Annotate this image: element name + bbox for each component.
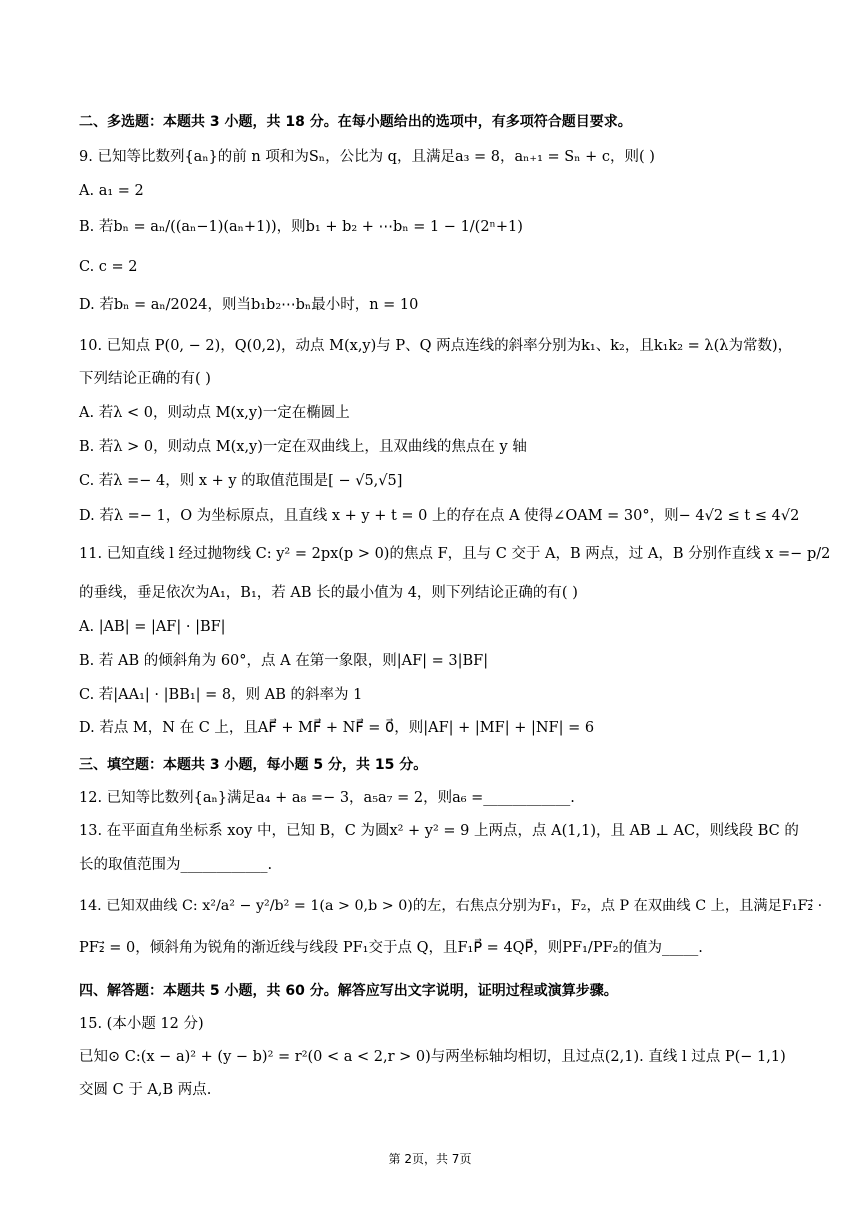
question-11-option-d: D. 若点 M，N 在 C 上，且AF⃗ + MF⃗ + NF⃗ = 0⃗，则|AF| + |MF| + |NF| = 6 bbox=[79, 720, 595, 736]
question-12: 12. 已知等比数列{aₙ}满足a₄ + a₈ =− 3，a₅a₇ = 2，则a₆ =____________. bbox=[79, 790, 575, 806]
question-13-line1: 13. 在平面直角坐标系 xoy 中，已知 B，C 为圆x² + y² = 9 上两点，点 A(1,1)，且 AB ⊥ AC，则线段 BC 的 bbox=[79, 823, 799, 839]
question-9-option-d: D. 若bₙ = aₙ/2024，则当b₁b₂⋯bₙ最小时，n = 10 bbox=[79, 297, 419, 313]
question-10-option-a: A. 若λ < 0，则动点 M(x,y)一定在椭圆上 bbox=[79, 405, 350, 421]
question-10-option-c: C. 若λ =− 4，则 x + y 的取值范围是[ − √5,√5] bbox=[79, 473, 403, 489]
question-11-option-c: C. 若|AA₁| · |BB₁| = 8，则 AB 的斜率为 1 bbox=[79, 687, 363, 703]
question-11-option-a: A. |AB| = |AF| · |BF| bbox=[79, 619, 226, 635]
question-15-line1: 已知⊙ C:(x − a)² + (y − b)² = r²(0 < a < 2,r > 0)与两坐标轴均相切，且过点(2,1). 直线 l 过点 P(− 1,1) bbox=[79, 1049, 786, 1065]
question-9-option-b: B. 若bₙ = aₙ/((aₙ−1)(aₙ+1))，则b₁ + b₂ + ⋯bₙ = 1 − 1/(2ⁿ+1) bbox=[79, 219, 523, 235]
question-10-stem-line1: 10. 已知点 P(0, − 2)，Q(0,2)，动点 M(x,y)与 P、Q 两点连线的斜率分别为k₁、k₂，且k₁k₂ = λ(λ为常数)， bbox=[79, 338, 793, 354]
question-14-line1: 14. 已知双曲线 C: x²/a² − y²/b² = 1(a > 0,b > 0)的左，右焦点分别为F₁，F₂，点 P 在双曲线 C 上，且满足F₁F₂⃗ · bbox=[79, 898, 823, 914]
question-9-option-c: C. c = 2 bbox=[79, 259, 138, 275]
question-10-stem-line2: 下列结论正确的有( ) bbox=[79, 371, 211, 387]
section-heading-fill-blank: 三、填空题：本题共 3 小题，每小题 5 分，共 15 分。 bbox=[79, 757, 428, 773]
question-13-line2: 长的取值范围为____________. bbox=[79, 857, 273, 873]
question-11-stem-line1: 11. 已知直线 l 经过抛物线 C: y² = 2px(p > 0)的焦点 F，且与 C 交于 A，B 两点，过 A，B 分别作直线 x =− p/2 bbox=[79, 546, 831, 562]
question-15-heading: 15. (本小题 12 分) bbox=[79, 1016, 204, 1032]
question-9-option-a: A. a₁ = 2 bbox=[79, 183, 144, 199]
question-10-option-b: B. 若λ > 0，则动点 M(x,y)一定在双曲线上，且双曲线的焦点在 y 轴 bbox=[79, 439, 527, 455]
question-14-line2: PF₂⃗ = 0，倾斜角为锐角的渐近线与线段 PF₁交于点 Q，且F₁P⃗ = 4QP⃗，则PF₁/PF₂的值为_____. bbox=[79, 940, 703, 956]
section-heading-multiple-choice: 二、多选题：本题共 3 小题，共 18 分。在每小题给出的选项中，有多项符合题目要求。 bbox=[79, 114, 632, 130]
section-heading-answer: 四、解答题：本题共 5 小题，共 60 分。解答应写出文字说明，证明过程或演算步骤。 bbox=[79, 983, 618, 999]
question-11-option-b: B. 若 AB 的倾斜角为 60°，点 A 在第一象限，则|AF| = 3|BF| bbox=[79, 653, 489, 669]
question-10-option-d: D. 若λ =− 1，O 为坐标原点，且直线 x + y + t = 0 上的存在点 A 使得∠OAM = 30°，则− 4√2 ≤ t ≤ 4√2 bbox=[79, 508, 800, 524]
question-15-line2: 交圆 C 于 A,B 两点. bbox=[79, 1082, 212, 1098]
page-footer: 第 2页，共 7页 bbox=[388, 1152, 472, 1166]
question-9-stem: 9. 已知等比数列{aₙ}的前 n 项和为Sₙ，公比为 q，且满足a₃ = 8，aₙ₊₁ = Sₙ + c，则( ) bbox=[79, 149, 655, 165]
question-11-stem-line2: 的垂线，垂足依次为A₁，B₁，若 AB 长的最小值为 4，则下列结论正确的有( ) bbox=[79, 585, 578, 601]
